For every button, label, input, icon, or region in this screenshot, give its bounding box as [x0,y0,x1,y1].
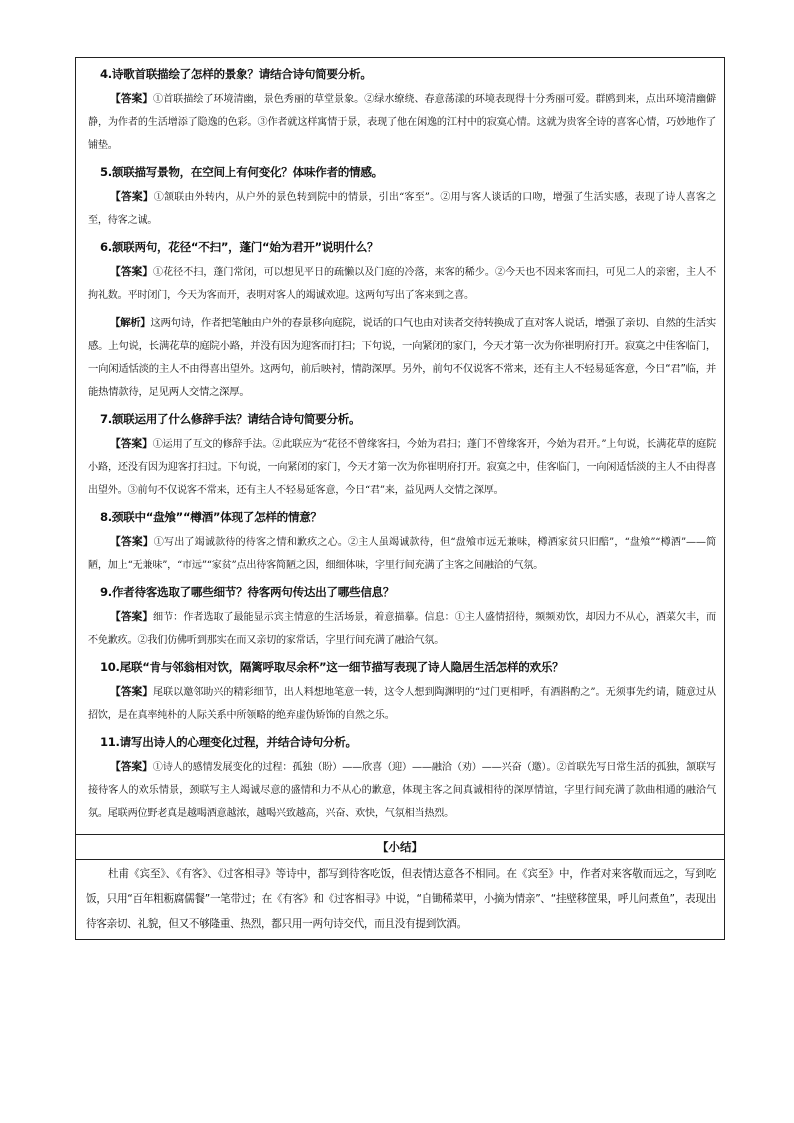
answer-label: 【答案】 [110,190,154,203]
question-heading: 5.颔联描写景物，在空间上有何变化？体味作者的情感。 [100,165,383,179]
answer-text: ①首联描绘了环境清幽，景色秀丽的草堂景象。②绿水缭绕、春意荡漾的环境表现得十分秀丽可爱。群鸥到来，点出环境清幽僻静，为作者的生活增添了隐逸的色彩。③作者就这样寓情于景，表现了他在闲逸的江村中的寂寞心情。这就为贵客全诗的喜客心情，巧妙地作了铺垫。 [88,94,717,151]
question-heading: 9.作者待客选取了哪些细节？待客两句传达出了哪些信息？ [100,585,395,599]
qa-section [76,58,724,834]
answer-text: 尾联以邀邻助兴的精彩细节，出人料想地笔意一转，这令人想到陶渊明的“过门更相呼，有酒斟酌之”。无须事先约请，随意过从招饮，是在真率纯朴的人际关系中所领略的绝弃虚伪矫饰的自然之乐。 [88,687,717,721]
answer-paragraph [88,755,716,825]
answer-label: 【答案】 [110,610,154,623]
answer-paragraph [88,605,716,652]
answer-label: 【答案】 [110,685,154,698]
summary-text: 杜甫《宾至》、《有客》、《过客相寻》等诗中，都写到待客吃饭，但表情达意各不相同。在《宾至》中，作者对来客敬而远之，写到吃饭，只用“百年粗粝腐儒餐”一笔带过；在《有客》和《过客相寻》中说，“自锄稀菜甲，小摘为情亲”、“挂壁移筐果，呼儿问煮鱼”，表现出待客亲切、礼貌，但又不够隆重、热烈，都只用一两句诗交代，而且没有提到饮酒。 [76,859,724,939]
summary-heading: 【小结】 [76,834,724,859]
answer-label: 【答案】 [110,760,153,773]
answer-label: 【答案】 [110,92,154,105]
analysis-text: 这两句诗，作者把笔触由户外的春景移向庭院，说话的口气也由对读者交待转换成了直对客人说话，增强了亲切、自然的生活实感。上句说，长满花草的庭院小路，并没有因为迎客而打扫；下句说，一向紧闭的家门，今天才第一次为你崔明府打开。寂寞之中佳客临门，一向闲适恬淡的主人不由得喜出望外。这两句，前后映衬，情韵深厚。另外，前句不仅说客不常来，还有主人不轻易延客意，今日“君”临，并能热情款待，足见两人交情之深厚。 [88,317,716,398]
analysis-label: 【解析】 [110,317,151,329]
answer-text: ①颔联由外转内，从户外的景色转到院中的情景，引出“客至”。②用与客人谈话的口吻，增强了生活实感，表现了诗人喜客之至，待客之诚。 [88,192,717,226]
answer-text: 细节：作者选取了最能显示宾主情意的生活场景，着意描摹。信息：①主人盛情招待，频频劝饮，却因力不从心，酒菜欠丰，而不免歉疚。②我们仿佛听到那实在而又亲切的家常话，字里行间充满了融洽气氛。 [88,612,717,646]
answer-text: ①花径不扫，蓬门常闭，可以想见平日的疏懒以及门庭的冷落，来客的稀少。②今天也不因来客而扫，可见二人的亲密，主人不拘礼数。平时闭门，今天为客而开，表明对客人的竭诚欢迎。这两句写出了客来到之喜。 [88,267,717,301]
answer-paragraph [88,87,716,157]
question-heading: 8.颈联中“盘飧”“樽酒”体现了怎样的情意？ [100,510,322,524]
answer-label: 【答案】 [110,535,154,548]
answer-text: ①运用了互文的修辞手法。②此联应为“花径不曾缘客扫，今始为君扫；蓬门不曾缘客开，今始为君开。”上句说，长满花草的庭院小路，还没有因为迎客打扫过。下句说，一向紧闭的家门，今天才第一次为你崔明府打开。寂寞之中，佳客临门，一向闲适恬淡的主人不由得喜出望外。③前句不仅说客不常来，还有主人不轻易延客意，今日“君”来，益见两人交情之深厚。 [88,439,717,496]
answer-paragraph [88,260,716,307]
answer-text: ①诗人的感情发展变化的过程：孤独（盼）——欣喜（迎）——融洽（劝）——兴奋（邀）。②首联先写日常生活的孤独，颔联写接待客人的欢乐情景，颈联写主人竭诚尽意的盛情和力不从心的歉意，体现主客之间真诚相待的深厚情谊，字里行间充满了款曲相通的融洽气氛。尾联两位野老真是越喝酒意越浓，越喝兴致越高，兴奋、欢快，气氛相当热烈。 [88,762,716,819]
answer-label: 【答案】 [110,265,154,278]
answer-text: ①写出了竭诚款待的待客之情和歉疚之心。②主人虽竭诚款待，但“盘飧市远无兼味，樽酒家贫只旧醅”，“盘飧”“樽酒”——简陋，加上“无兼味”，“市远”“家贫”点出待客简陋之因，细细体味，字里行间充满了主客之间融洽的气氛。 [88,537,717,571]
question-heading: 10.尾联“肯与邻翁相对饮，隔篱呼取尽余杯”这一细节描写表现了诗人隐居生活怎样的欢乐？ [100,660,564,674]
answer-paragraph [88,530,716,577]
question-heading: 11.请写出诗人的心理变化过程，并结合诗句分析。 [100,735,357,749]
answer-paragraph [88,432,716,502]
answer-paragraph [88,185,716,232]
question-heading: 4.诗歌首联描绘了怎样的景象？请结合诗句简要分析。 [100,67,372,81]
answer-label: 【答案】 [110,437,153,450]
question-heading: 7.颔联运用了什么修辞手法？请结合诗句简要分析。 [100,412,361,426]
analysis-paragraph [88,312,716,404]
document-table [75,57,725,940]
question-heading: 6.颔联两句，花径“不扫”，蓬门“始为君开”说明什么？ [100,240,379,254]
answer-paragraph [88,680,716,727]
